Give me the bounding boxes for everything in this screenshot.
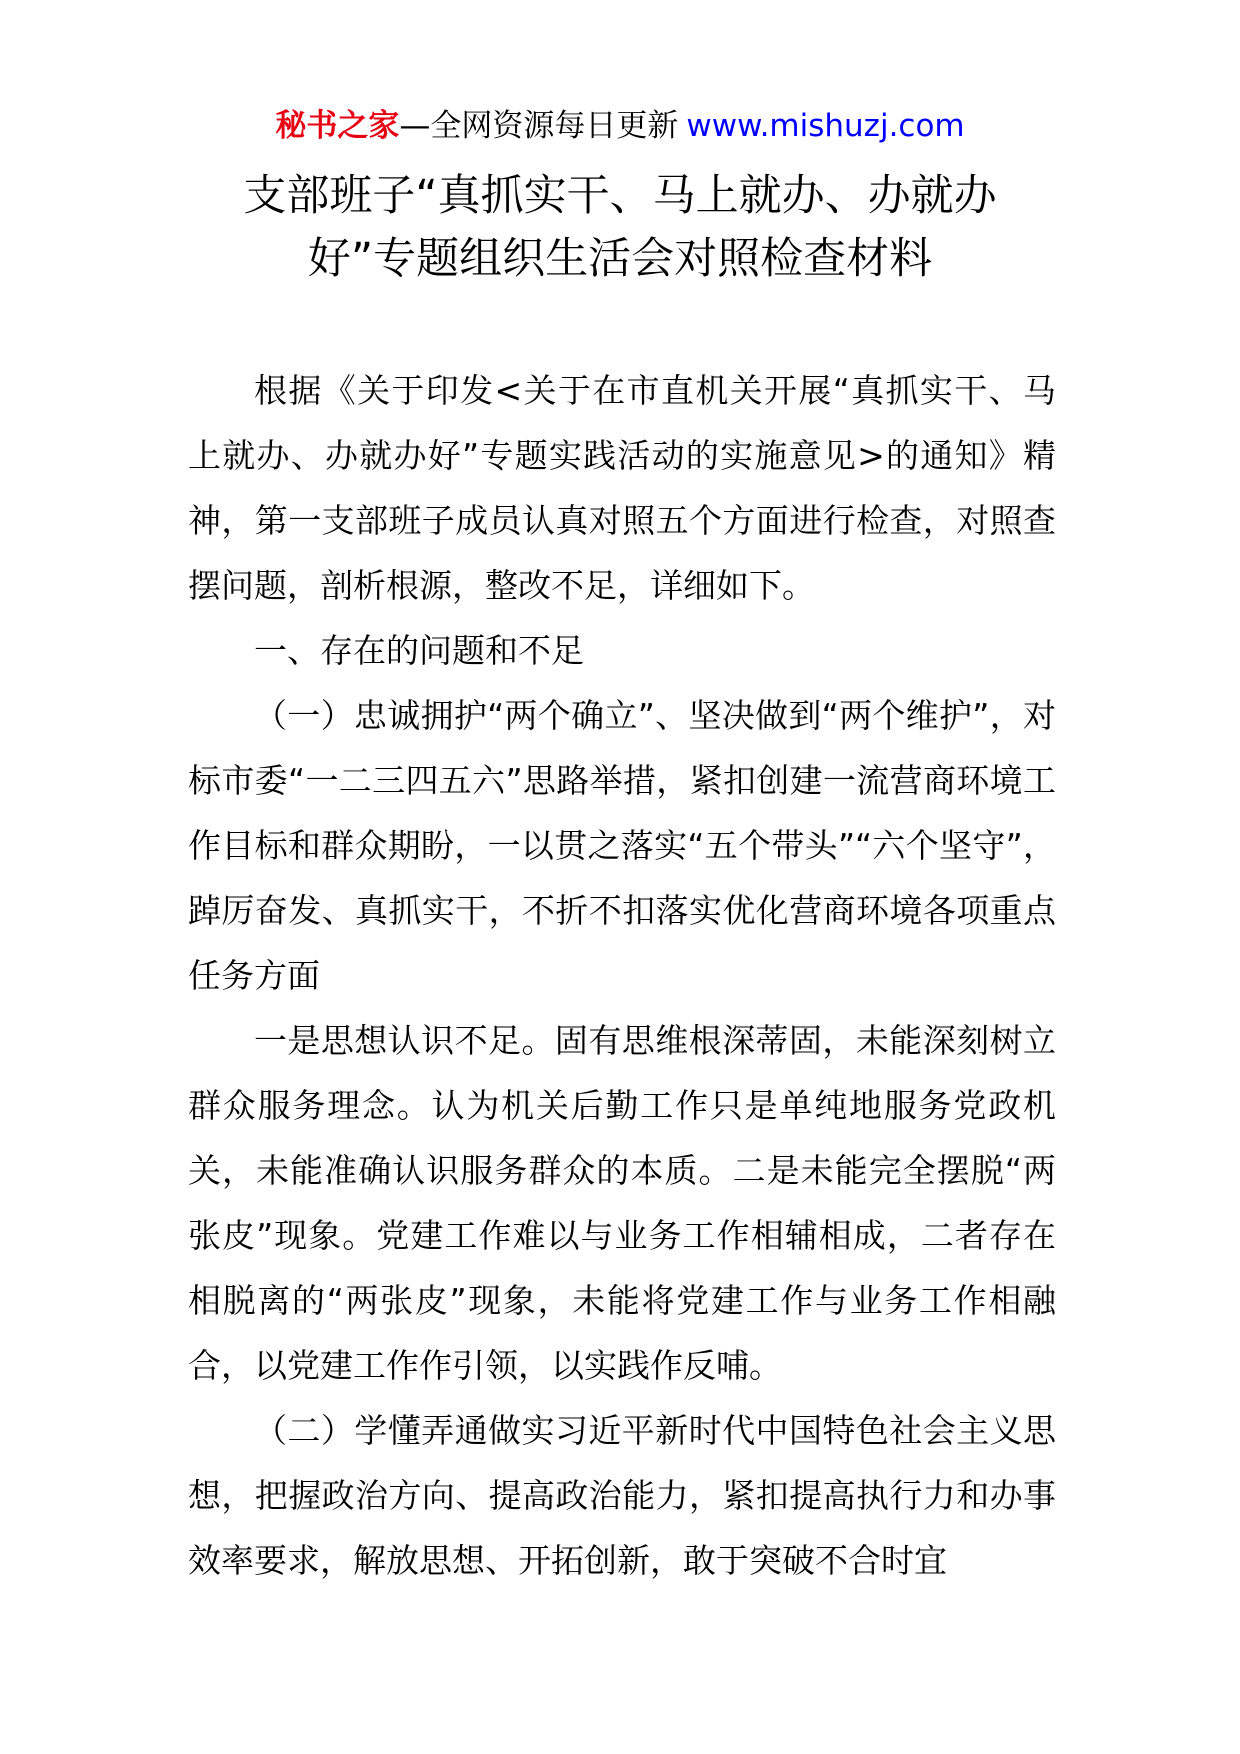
section-heading: 一、存在的问题和不足: [254, 631, 584, 670]
brand-name: 秘书之家: [275, 108, 400, 144]
site-header: [0, 104, 1240, 148]
paragraph-issues: 一是思想认识不足。固有思维根深蒂固，未能深刻树立群众服务理念。认为机关后勤工作只是单纯地服务党政机关，未能准确认识服务群众的本质。二是未能完全摆脱“两张皮”现象。党建工作难以与业务工作相辅相成，二者存在相脱离的“两张皮”现象，未能将党建工作与业务工作相融合，以党建工作作引领，以实践作反哺。: [188, 1021, 1056, 1385]
title-line-2: 好”专题组织生活会对照检查材料: [307, 234, 933, 284]
site-url-link[interactable]: www.mishuzj.com: [686, 108, 965, 144]
subsection-heading-2: （二）学懂弄通做实习近平新时代中国特色社会主义思想，把握政治方向、提高政治能力，紧扣提高执行力和办事效率要求，解放思想、开拓创新，敢于突破不合时宜: [188, 1411, 1056, 1580]
document-title: [150, 165, 1090, 291]
paragraph-intro: 根据《关于印发<关于在市直机关开展“真抓实干、马上就办、办就办好”专题实践活动的实施意见>的通知》精神，第一支部班子成员认真对照五个方面进行检查，对照查摆问题，剖析根源，整改不足，详细如下。: [188, 371, 1056, 605]
header-tagline: —全网资源每日更新: [399, 108, 679, 144]
title-line-1: 支部班子“真抓实干、马上就办、办就办: [243, 171, 997, 221]
document-body: [188, 358, 1056, 1593]
subsection-heading-1: （一）忠诚拥护“两个确立”、坚决做到“两个维护”，对标市委“一二三四五六”思路举措，紧扣创建一流营商环境工作目标和群众期盼，一以贯之落实“五个带头”“六个坚守”，踔厉奋发、真抓实干，不折不扣落实优化营商环境各项重点任务方面: [188, 696, 1056, 995]
